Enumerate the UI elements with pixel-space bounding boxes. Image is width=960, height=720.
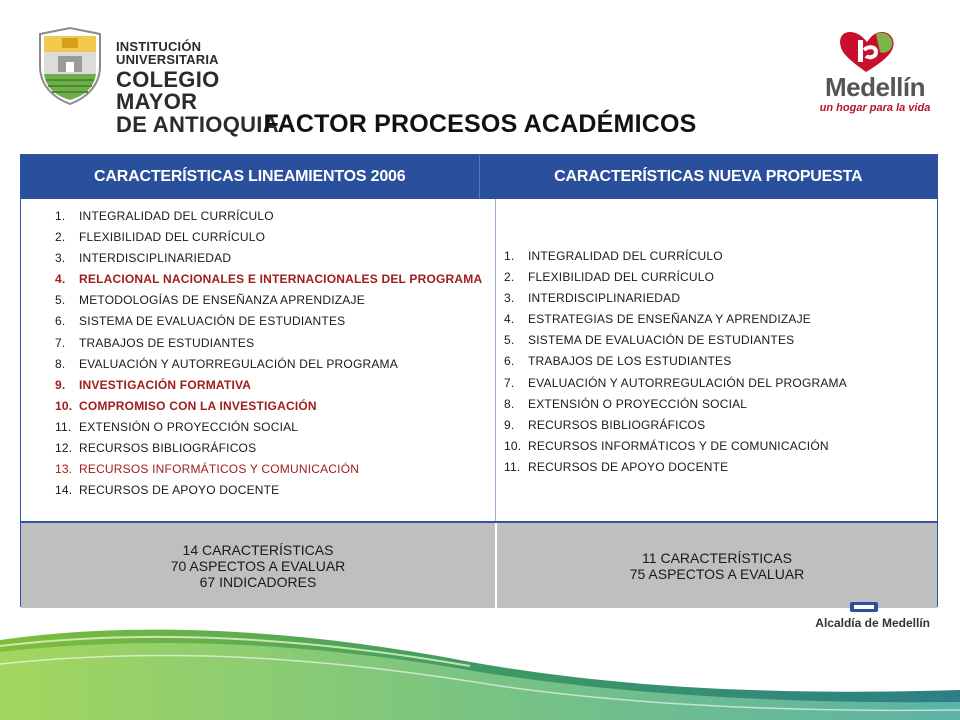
item-text: EXTENSIÓN O PROYECCIÓN SOCIAL <box>79 419 299 434</box>
item-text: SISTEMA DE EVALUACIÓN DE ESTUDIANTES <box>79 314 346 329</box>
summary-indicators: 67 INDICADORES <box>199 573 317 590</box>
list-item <box>55 314 491 328</box>
item-text: EXTENSIÓN O PROYECCIÓN SOCIAL <box>528 396 748 411</box>
item-number: 9. <box>55 377 66 392</box>
item-number: 10. <box>55 398 73 413</box>
comparison-table <box>20 154 938 607</box>
item-number: 14. <box>55 483 73 498</box>
list-item-highlighted <box>55 272 491 286</box>
institution-logo <box>36 26 306 137</box>
item-text: EVALUACIÓN Y AUTORREGULACIÓN DEL PROGRAMA <box>528 375 847 390</box>
list-item <box>504 333 914 347</box>
list-item-highlighted <box>55 399 491 413</box>
list-item <box>55 251 491 265</box>
left-column <box>21 199 496 521</box>
header-lineamientos-2006: CARACTERÍSTICAS LINEAMIENTOS 2006 <box>94 168 406 185</box>
table-footer <box>21 521 937 608</box>
list-item <box>55 230 491 244</box>
medellin-heart-icon <box>836 28 898 74</box>
list-item <box>504 291 914 305</box>
alcaldia-label: Alcaldía de Medellín <box>815 616 930 630</box>
medellin-name: Medellín <box>824 72 925 102</box>
summary-aspects: 75 ASPECTOS A EVALUAR <box>629 565 805 582</box>
item-number: 6. <box>55 314 66 329</box>
summary-characteristics: 11 CARACTERÍSTICAS <box>642 549 792 566</box>
item-text: RECURSOS DE APOYO DOCENTE <box>79 483 280 498</box>
list-item <box>504 418 914 432</box>
footer-summary-left <box>21 523 497 608</box>
item-text: RECURSOS INFORMÁTICOS Y DE COMUNICACIÓN <box>528 438 829 453</box>
list-item <box>55 209 491 223</box>
item-text: COMPROMISO CON LA INVESTIGACIÓN <box>79 398 317 413</box>
list-item <box>55 357 491 371</box>
item-number: 1. <box>55 209 66 223</box>
item-text: METODOLOGÍAS DE ENSEÑANZA APRENDIZAJE <box>79 293 365 308</box>
list-item <box>504 376 914 390</box>
item-text: RECURSOS INFORMÁTICOS Y COMUNICACIÓN <box>79 462 360 477</box>
list-item-highlighted <box>55 462 491 476</box>
list-item <box>55 336 491 350</box>
item-number: 2. <box>55 230 66 245</box>
item-number: 7. <box>55 335 66 350</box>
list-item <box>55 483 491 497</box>
item-text: INTERDISCIPLINARIEDAD <box>79 251 232 266</box>
left-list <box>55 209 491 504</box>
summary-characteristics: 14 CARACTERÍSTICAS <box>182 541 334 558</box>
table-body <box>21 199 937 521</box>
alcaldia-seal-icon <box>848 600 880 614</box>
list-item <box>504 439 914 453</box>
medellin-logo <box>810 28 940 114</box>
item-number: 8. <box>504 396 515 411</box>
footer-summary-right <box>497 523 937 608</box>
item-text: EVALUACIÓN Y AUTORREGULACIÓN DEL PROGRAMA <box>79 356 398 371</box>
institution-shield-icon <box>36 26 104 106</box>
institution-line-2: COLEGIO MAYOR <box>116 67 220 114</box>
item-number: 5. <box>55 293 66 308</box>
institution-line-3: DE ANTIOQUIA <box>116 112 279 137</box>
item-number: 7. <box>504 375 515 390</box>
item-number: 8. <box>55 356 66 371</box>
item-text: RECURSOS DE APOYO DOCENTE <box>528 459 729 474</box>
item-number: 11. <box>55 419 72 434</box>
institution-line-1: INSTITUCIÓN UNIVERSITARIA <box>116 39 219 67</box>
item-number: 9. <box>504 417 515 432</box>
right-list <box>504 249 914 481</box>
item-number: 4. <box>504 312 515 327</box>
item-number: 1. <box>504 249 515 263</box>
item-text: SISTEMA DE EVALUACIÓN DE ESTUDIANTES <box>528 333 795 348</box>
list-item <box>504 312 914 326</box>
list-item <box>504 270 914 284</box>
list-item <box>55 420 491 434</box>
item-text: ESTRATEGIAS DE ENSEÑANZA Y APRENDIZAJE <box>528 312 812 327</box>
item-text: RELACIONAL NACIONALES E INTERNACIONALES DEL PROGRAMA <box>79 272 483 287</box>
item-text: FLEXIBILIDAD DEL CURRÍCULO <box>528 270 715 285</box>
item-text: TRABAJOS DE ESTUDIANTES <box>79 335 255 350</box>
item-number: 10. <box>504 438 522 453</box>
item-number: 12. <box>55 441 73 456</box>
list-item <box>55 293 491 307</box>
item-text: FLEXIBILIDAD DEL CURRÍCULO <box>79 230 266 245</box>
item-text: RECURSOS BIBLIOGRÁFICOS <box>79 441 257 456</box>
item-number: 5. <box>504 333 515 348</box>
item-text: INTERDISCIPLINARIEDAD <box>528 291 681 306</box>
item-number: 13. <box>55 462 73 477</box>
item-number: 4. <box>55 272 66 287</box>
list-item <box>504 460 914 474</box>
summary-aspects: 70 ASPECTOS A EVALUAR <box>170 557 346 574</box>
list-item <box>504 249 914 263</box>
list-item <box>504 354 914 368</box>
list-item <box>55 441 491 455</box>
list-item <box>504 397 914 411</box>
header-nueva-propuesta: CARACTERÍSTICAS NUEVA PROPUESTA <box>479 155 938 199</box>
item-number: 11. <box>504 459 521 474</box>
item-text: RECURSOS BIBLIOGRÁFICOS <box>528 417 706 432</box>
medellin-slogan: un hogar para la vida <box>819 102 931 114</box>
item-text: TRABAJOS DE LOS ESTUDIANTES <box>528 354 732 369</box>
item-text: INTEGRALIDAD DEL CURRÍCULO <box>79 209 274 223</box>
table-header <box>21 155 937 199</box>
page-title: FACTOR PROCESOS ACADÉMICOS <box>263 110 697 138</box>
item-text: INVESTIGACIÓN FORMATIVA <box>79 377 252 392</box>
item-text: INTEGRALIDAD DEL CURRÍCULO <box>528 249 723 263</box>
list-item-highlighted <box>55 378 491 392</box>
item-number: 3. <box>504 291 515 306</box>
item-number: 2. <box>504 270 515 285</box>
item-number: 6. <box>504 354 515 369</box>
right-column <box>496 199 937 521</box>
item-number: 3. <box>55 251 66 266</box>
